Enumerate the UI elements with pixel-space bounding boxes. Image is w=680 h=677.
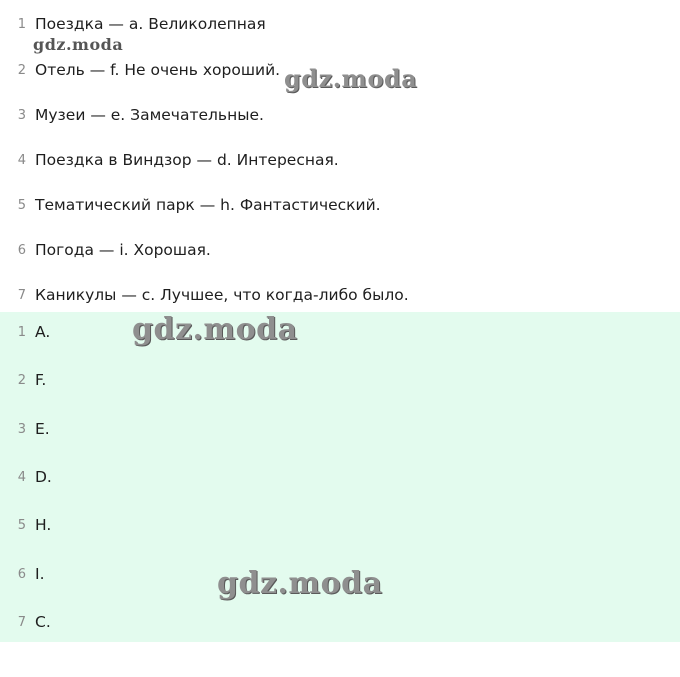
question-number: 4 bbox=[17, 152, 26, 168]
answer-row-5 bbox=[0, 513, 51, 537]
answer-text: I. bbox=[35, 565, 45, 583]
watermark: gdz.moda bbox=[217, 566, 383, 601]
answer-text: F. bbox=[35, 371, 47, 389]
watermark: gdz.moda bbox=[33, 35, 124, 54]
answer-row-2 bbox=[0, 368, 46, 392]
answer-text: E. bbox=[35, 420, 50, 438]
question-text: Музеи — e. Замечательные. bbox=[35, 106, 264, 124]
answer-text: A. bbox=[35, 323, 51, 341]
answer-number: 6 bbox=[17, 566, 26, 582]
question-number: 1 bbox=[17, 16, 26, 32]
question-row-5 bbox=[0, 193, 381, 217]
answer-number: 3 bbox=[17, 421, 26, 437]
question-text: Каникулы — c. Лучшее, что когда-либо было. bbox=[35, 286, 409, 304]
answer-row-3 bbox=[0, 417, 50, 441]
answer-text: C. bbox=[35, 613, 51, 631]
question-row-4 bbox=[0, 148, 339, 172]
answer-text: H. bbox=[35, 516, 52, 534]
question-row-6 bbox=[0, 238, 211, 262]
answer-row-4 bbox=[0, 465, 52, 489]
answer-text: D. bbox=[35, 468, 52, 486]
question-row-3 bbox=[0, 103, 264, 127]
question-text: Отель — f. Не очень хороший. bbox=[35, 61, 281, 79]
answer-number: 7 bbox=[17, 614, 26, 630]
question-number: 2 bbox=[17, 62, 26, 78]
answer-number: 5 bbox=[17, 517, 26, 533]
question-row-7 bbox=[0, 283, 409, 307]
question-text: Поездка — a. Великолепная bbox=[35, 15, 266, 33]
watermark: gdz.moda bbox=[284, 64, 418, 93]
answer-row-7 bbox=[0, 610, 51, 634]
question-row-1 bbox=[0, 12, 266, 36]
answer-row-6 bbox=[0, 562, 45, 586]
question-number: 5 bbox=[17, 197, 26, 213]
question-number: 6 bbox=[17, 242, 26, 258]
question-text: Поездка в Виндзор — d. Интересная. bbox=[35, 151, 339, 169]
question-row-2 bbox=[0, 58, 280, 82]
watermark: gdz.moda bbox=[132, 312, 298, 347]
question-text: Тематический парк — h. Фантастический. bbox=[35, 196, 381, 214]
answer-number: 1 bbox=[17, 324, 26, 340]
answer-row-1 bbox=[0, 320, 50, 344]
question-number: 7 bbox=[17, 287, 26, 303]
answer-number: 4 bbox=[17, 469, 26, 485]
question-text: Погода — i. Хорошая. bbox=[35, 241, 211, 259]
question-number: 3 bbox=[17, 107, 26, 123]
answer-number: 2 bbox=[17, 372, 26, 388]
